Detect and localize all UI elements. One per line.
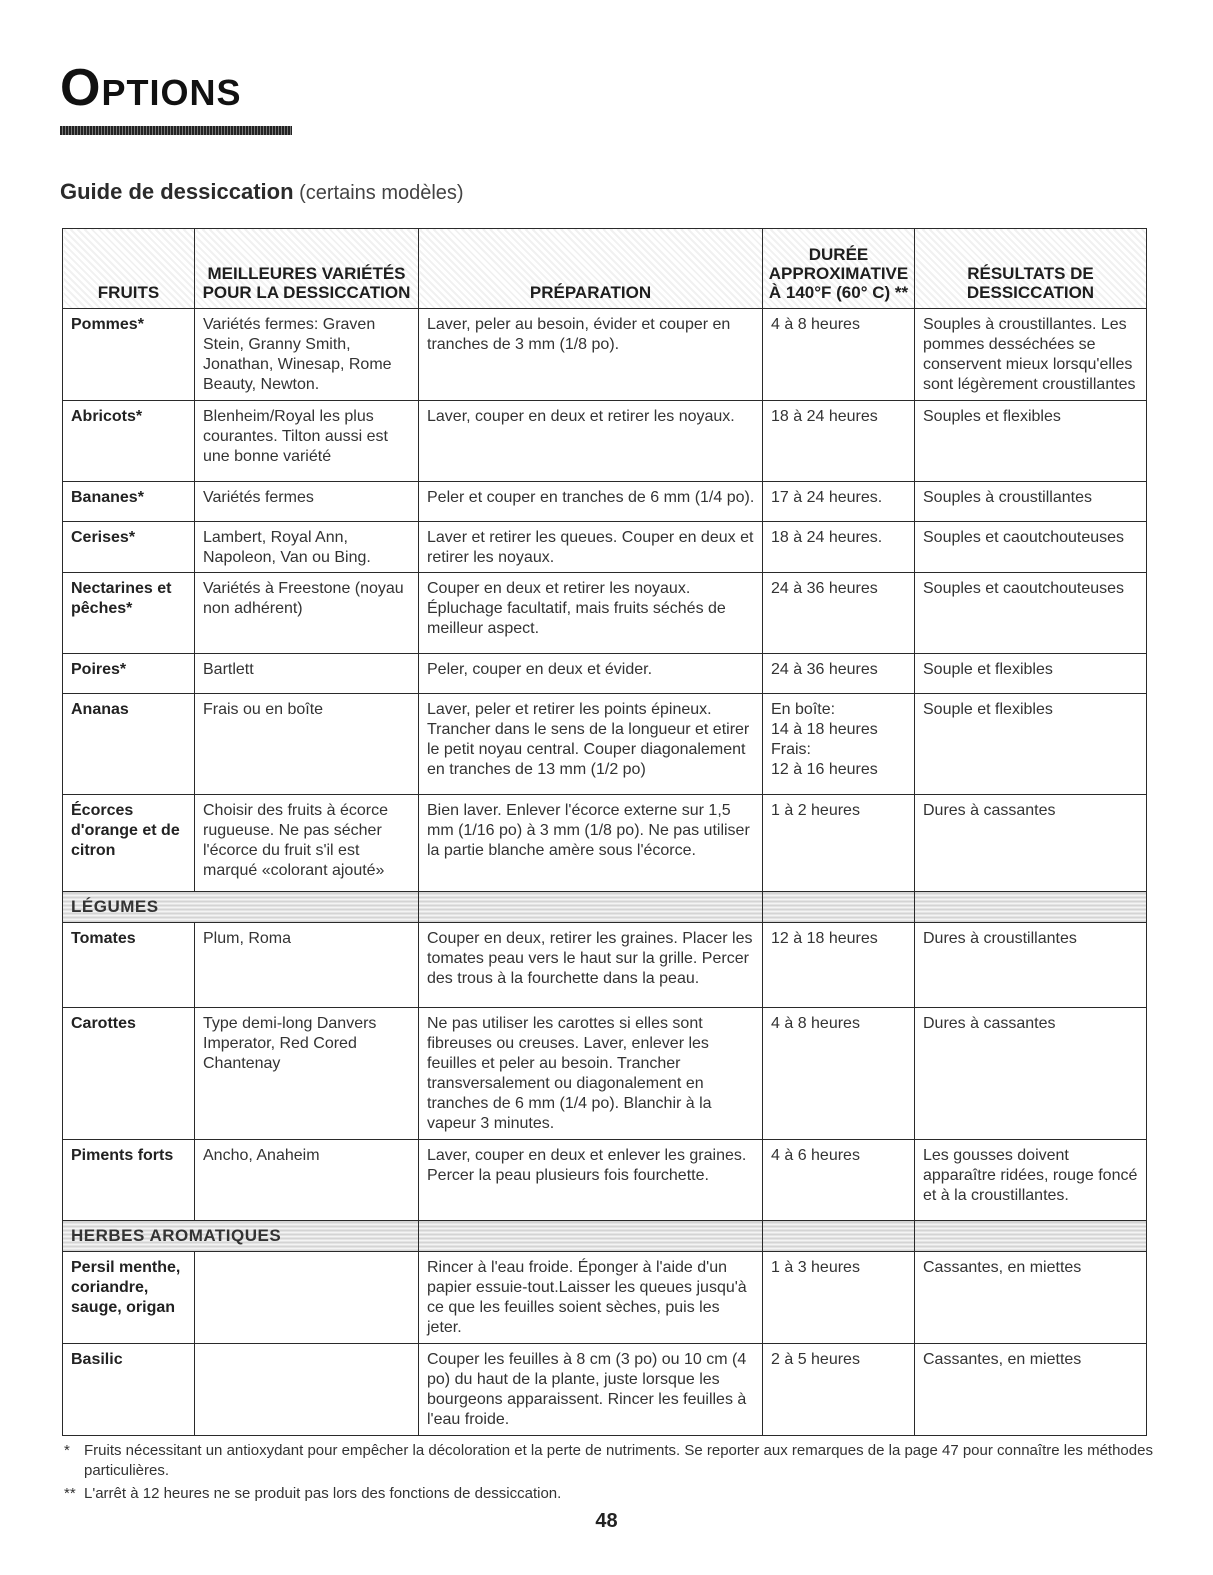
col-header-duration: DURÉE APPROXIMATIVE À 140°F (60° C) ** bbox=[763, 229, 915, 309]
page-number: 48 bbox=[595, 1510, 618, 1532]
section-row-blank bbox=[419, 892, 763, 923]
footnote-mark: ** bbox=[64, 1485, 76, 1502]
section-heading-main: Guide de dessiccation bbox=[60, 179, 294, 204]
item-duration: 12 à 18 heures bbox=[763, 923, 915, 1008]
fruit-row bbox=[63, 795, 1147, 892]
title-underline bbox=[60, 126, 292, 135]
item-varieties: Plum, Roma bbox=[195, 923, 419, 1008]
herb-row bbox=[63, 1252, 1147, 1344]
item-duration: 1 à 2 heures bbox=[763, 795, 915, 892]
item-result: Souples et caoutchouteuses bbox=[915, 573, 1147, 654]
item-name: Carottes bbox=[63, 1008, 195, 1140]
drying-guide-table bbox=[62, 228, 1147, 1436]
item-duration: 24 à 36 heures bbox=[763, 654, 915, 694]
item-preparation: Peler et couper en tranches de 6 mm (1/4 po). bbox=[419, 481, 763, 521]
section-row-vegetables bbox=[63, 892, 1147, 923]
section-row-herbs bbox=[63, 1221, 1147, 1252]
footnote-text: Fruits nécessitant un antioxydant pour empêcher la décoloration et la perte de nutriments. Se reporter aux remarques de la page 47 pour connaître les méthodes particulières. bbox=[84, 1442, 1153, 1479]
item-name: Poires* bbox=[63, 654, 195, 694]
section-label-vegetables: LÉGUMES bbox=[63, 892, 419, 923]
item-duration: 24 à 36 heures bbox=[763, 573, 915, 654]
item-result: Cassantes, en miettes bbox=[915, 1344, 1147, 1436]
item-preparation: Laver, couper en deux et enlever les graines. Percer la peau plusieurs fois fourchette. bbox=[419, 1140, 763, 1221]
fruit-row bbox=[63, 481, 1147, 521]
footnote-shutoff bbox=[64, 1484, 1154, 1504]
fruit-row bbox=[63, 309, 1147, 401]
table-header-row bbox=[63, 229, 1147, 309]
item-varieties: Lambert, Royal Ann, Napoleon, Van ou Bing. bbox=[195, 521, 419, 572]
item-duration: 18 à 24 heures. bbox=[763, 521, 915, 572]
item-duration: 4 à 8 heures bbox=[763, 309, 915, 401]
vegetable-row bbox=[63, 1008, 1147, 1140]
item-preparation: Ne pas utiliser les carottes si elles sont fibreuses ou creuses. Laver, enlever les feuilles et peler au besoin. Trancher transversalement ou diagonalement en tranches de 6 mm (1/4 po). Blanchir à la vapeur 3 minutes. bbox=[419, 1008, 763, 1140]
item-result: Les gousses doivent apparaître ridées, rouge foncé et à la croustillantes. bbox=[915, 1140, 1147, 1221]
item-name: Cerises* bbox=[63, 521, 195, 572]
herb-row bbox=[63, 1344, 1147, 1436]
item-result: Souples et flexibles bbox=[915, 400, 1147, 481]
item-result: Cassantes, en miettes bbox=[915, 1252, 1147, 1344]
col-header-preparation: PRÉPARATION bbox=[419, 229, 763, 309]
fruit-row bbox=[63, 573, 1147, 654]
item-name: Basilic bbox=[63, 1344, 195, 1436]
item-result: Souples et caoutchouteuses bbox=[915, 521, 1147, 572]
item-preparation: Laver, peler et retirer les points épineux. Trancher dans le sens de la longueur et etirer le petit noyau central. Couper diagonalement en tranches de 13 mm (1/2 po) bbox=[419, 694, 763, 795]
item-duration: 18 à 24 heures bbox=[763, 400, 915, 481]
fruit-row bbox=[63, 694, 1147, 795]
footnote-text: L'arrêt à 12 heures ne se produit pas lors des fonctions de dessiccation. bbox=[84, 1485, 562, 1502]
fruit-row bbox=[63, 654, 1147, 694]
item-result: Souple et flexibles bbox=[915, 654, 1147, 694]
item-result: Souples à croustillantes. Les pommes desséchées se conservent mieux lorsqu'elles sont légèrement croustillantes bbox=[915, 309, 1147, 401]
item-varieties: Variétés fermes bbox=[195, 481, 419, 521]
vegetable-row bbox=[63, 1140, 1147, 1221]
section-heading-note: (certains modèles) bbox=[293, 182, 464, 204]
item-result: Dures à cassantes bbox=[915, 795, 1147, 892]
item-varieties: Choisir des fruits à écorce rugueuse. Ne pas sécher l'écorce du fruit s'il est marqué «colorant ajouté» bbox=[195, 795, 419, 892]
item-name: Nectarines et pêches* bbox=[63, 573, 195, 654]
footnote-antioxidant bbox=[64, 1441, 1154, 1481]
item-duration: En boîte: 14 à 18 heures Frais: 12 à 16 heures bbox=[763, 694, 915, 795]
fruit-row bbox=[63, 400, 1147, 481]
item-duration: 2 à 5 heures bbox=[763, 1344, 915, 1436]
item-name: Abricots* bbox=[63, 400, 195, 481]
item-duration: 4 à 6 heures bbox=[763, 1140, 915, 1221]
section-row-blank bbox=[763, 1221, 915, 1252]
item-name: Écorces d'orange et de citron bbox=[63, 795, 195, 892]
item-varieties bbox=[195, 1344, 419, 1436]
page-title: Options bbox=[60, 59, 242, 117]
item-varieties: Frais ou en boîte bbox=[195, 694, 419, 795]
fruit-row bbox=[63, 521, 1147, 572]
item-varieties: Bartlett bbox=[195, 654, 419, 694]
col-header-fruits: FRUITS bbox=[63, 229, 195, 309]
item-preparation: Couper en deux et retirer les noyaux. Épluchage facultatif, mais fruits séchés de meilleur aspect. bbox=[419, 573, 763, 654]
section-row-blank bbox=[419, 1221, 763, 1252]
item-result: Souple et flexibles bbox=[915, 694, 1147, 795]
item-duration: 1 à 3 heures bbox=[763, 1252, 915, 1344]
item-name: Tomates bbox=[63, 923, 195, 1008]
item-varieties: Type demi-long Danvers Imperator, Red Cored Chantenay bbox=[195, 1008, 419, 1140]
item-preparation: Laver et retirer les queues. Couper en deux et retirer les noyaux. bbox=[419, 521, 763, 572]
item-name: Pommes* bbox=[63, 309, 195, 401]
item-varieties: Variétés fermes: Graven Stein, Granny Smith, Jonathan, Winesap, Rome Beauty, Newton. bbox=[195, 309, 419, 401]
footnote-mark: * bbox=[64, 1442, 70, 1459]
item-preparation: Couper en deux, retirer les graines. Placer les tomates peau vers le haut sur la grille. Percer des trous à la fourchette dans la peau. bbox=[419, 923, 763, 1008]
section-heading bbox=[60, 178, 464, 207]
item-name: Persil menthe, coriandre, sauge, origan bbox=[63, 1252, 195, 1344]
item-preparation: Bien laver. Enlever l'écorce externe sur 1,5 mm (1/16 po) à 3 mm (1/8 po). Ne pas utiliser la partie blanche amère sous l'écorce. bbox=[419, 795, 763, 892]
item-preparation: Rincer à l'eau froide. Éponger à l'aide d'un papier essuie-tout.Laisser les queues jusqu'à ce que les feuilles soient sèches, puis les jeter. bbox=[419, 1252, 763, 1344]
item-varieties: Ancho, Anaheim bbox=[195, 1140, 419, 1221]
col-header-results: RÉSULTATS DE DESSICCATION bbox=[915, 229, 1147, 309]
vegetable-row bbox=[63, 923, 1147, 1008]
item-varieties bbox=[195, 1252, 419, 1344]
item-duration: 4 à 8 heures bbox=[763, 1008, 915, 1140]
item-result: Dures à cassantes bbox=[915, 1008, 1147, 1140]
item-result: Dures à croustillantes bbox=[915, 923, 1147, 1008]
item-varieties: Blenheim/Royal les plus courantes. Tilton aussi est une bonne variété bbox=[195, 400, 419, 481]
section-row-blank bbox=[915, 1221, 1147, 1252]
item-preparation: Laver, couper en deux et retirer les noyaux. bbox=[419, 400, 763, 481]
item-duration: 17 à 24 heures. bbox=[763, 481, 915, 521]
section-row-blank bbox=[915, 892, 1147, 923]
section-label-herbs: HERBES AROMATIQUES bbox=[63, 1221, 419, 1252]
section-row-blank bbox=[763, 892, 915, 923]
item-result: Souples à croustillantes bbox=[915, 481, 1147, 521]
item-varieties: Variétés à Freestone (noyau non adhérent) bbox=[195, 573, 419, 654]
item-preparation: Laver, peler au besoin, évider et couper en tranches de 3 mm (1/8 po). bbox=[419, 309, 763, 401]
item-preparation: Couper les feuilles à 8 cm (3 po) ou 10 cm (4 po) du haut de la plante, juste lorsque les bourgeons apparaissent. Rincer les feuilles à l'eau froide. bbox=[419, 1344, 763, 1436]
item-name: Piments forts bbox=[63, 1140, 195, 1221]
col-header-varieties: MEILLEURES VARIÉTÉS POUR LA DESSICCATION bbox=[195, 229, 419, 309]
item-name: Ananas bbox=[63, 694, 195, 795]
item-preparation: Peler, couper en deux et évider. bbox=[419, 654, 763, 694]
item-name: Bananes* bbox=[63, 481, 195, 521]
